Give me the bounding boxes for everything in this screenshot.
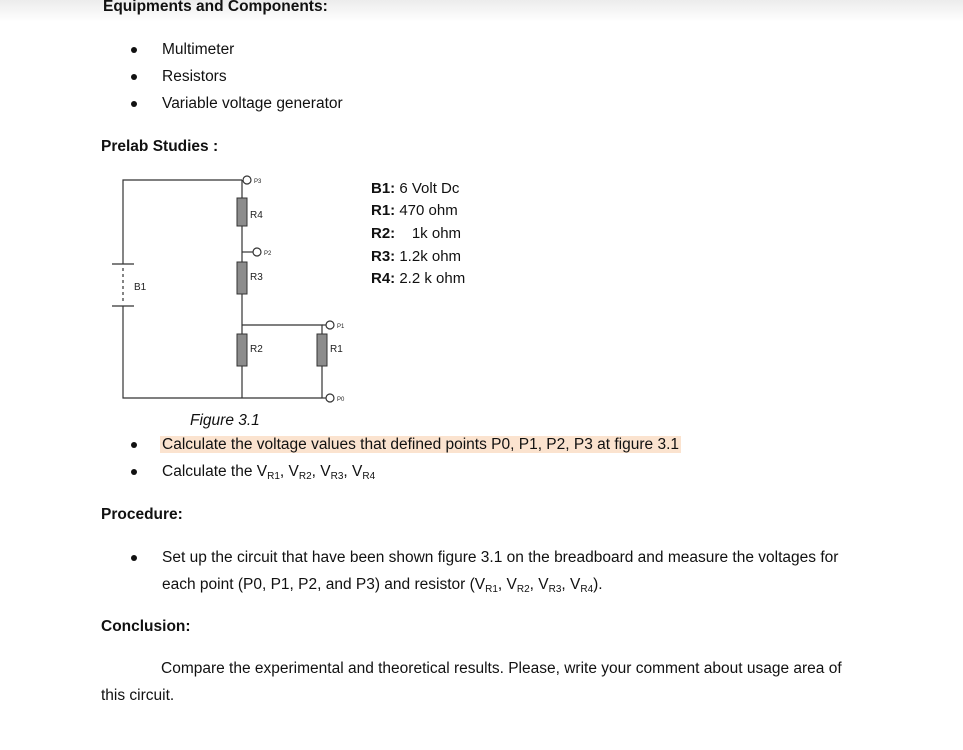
figure-caption: Figure 3.1 [190, 412, 260, 429]
spec-value: 1.2k ohm [399, 248, 462, 265]
bullet [131, 47, 137, 53]
wire-top-left [123, 180, 242, 253]
circuit-diagram [100, 168, 360, 408]
bullet [131, 442, 137, 448]
spec-value: 6 Volt Dc [399, 180, 460, 197]
sub-r4: R4 [580, 584, 594, 595]
spec-r1 [371, 202, 458, 219]
procedure-line-1: Set up the circuit that have been shown figure 3.1 on the breadboard and measure the voltages for [162, 549, 839, 566]
spec-key: B1: [371, 180, 396, 197]
sub-r3: R3 [330, 471, 344, 482]
sub-r4: R4 [362, 471, 376, 482]
sub-r2: R2 [516, 584, 530, 595]
conclusion-heading: Conclusion: [101, 618, 191, 635]
label-p2: P2 [264, 251, 272, 257]
task-calc-points [160, 436, 681, 454]
spec-b1 [371, 180, 459, 197]
label-p1: P1 [337, 324, 345, 330]
node-p3 [243, 176, 251, 184]
sub-r2: R2 [298, 471, 312, 482]
label-r1: R1 [330, 344, 343, 355]
sub-r1: R1 [267, 471, 280, 482]
label-r3: R3 [250, 272, 263, 283]
label-r2: R2 [250, 344, 263, 355]
conclusion-line-2: this circuit. [101, 687, 175, 704]
label-r4: R4 [250, 210, 263, 221]
resistor-r4 [237, 198, 247, 226]
spec-key: R1: [371, 202, 396, 219]
task-calc-resistor-voltages: Calculate the $V_{R1}$, $V_{R2}$, $V_{R3}$, $V_{R4}$ [162, 463, 376, 482]
wire-right-top [242, 325, 322, 334]
spec-key: R2: [371, 225, 396, 242]
equipment-item-resistors: Resistors [162, 68, 227, 85]
equipment-item-multimeter: Multimeter [162, 41, 235, 58]
label-p0: P0 [337, 397, 345, 403]
spec-value: 470 ohm [399, 202, 458, 219]
spec-r4 [371, 270, 465, 287]
node-p0 [326, 394, 334, 402]
procedure-suffix: ). [593, 576, 603, 593]
wire-bottom [123, 313, 322, 398]
procedure-heading: Procedure: [101, 506, 183, 523]
node-p1 [326, 321, 334, 329]
node-p2 [253, 248, 261, 256]
prelab-heading: Prelab Studies : [101, 138, 219, 155]
sub-r1: R1 [485, 584, 498, 595]
spec-key: R3: [371, 248, 396, 265]
bullet [131, 555, 137, 561]
label-b1: B1 [134, 282, 147, 293]
resistor-r3 [237, 262, 247, 294]
resistor-r1 [317, 334, 327, 366]
conclusion-line-1: Compare the experimental and theoretical results. Please, write your comment about usage area of [161, 660, 842, 677]
spec-value: 2.2 k ohm [399, 270, 466, 287]
resistor-r2 [237, 334, 247, 366]
spec-r2 [371, 225, 461, 242]
sub-r3: R3 [548, 584, 562, 595]
procedure-prefix: each point (P0, P1, P2, and P3) and resistor (V [162, 576, 486, 593]
bullet [131, 101, 137, 107]
spec-r3 [371, 248, 461, 265]
bullet [131, 469, 137, 475]
equipment-heading: Equipments and Components: [103, 0, 328, 15]
equipment-item-generator: Variable voltage generator [162, 95, 343, 112]
bullet [131, 74, 137, 80]
highlighted-task-text: Calculate the voltage values that defined points P0, P1, P2, P3 at figure 3.1 [162, 436, 680, 453]
spec-value: 1k ohm [411, 225, 462, 242]
task-prefix: Calculate the V [162, 463, 268, 480]
procedure-line-2: each point (P0, P1, P2, and P3) and resistor ($V_{R1}$, $V_{R2}$, $V_{R3}$, $V_{R4}$). [162, 576, 603, 595]
spec-key: R4: [371, 270, 396, 287]
label-p3: P3 [254, 179, 262, 185]
